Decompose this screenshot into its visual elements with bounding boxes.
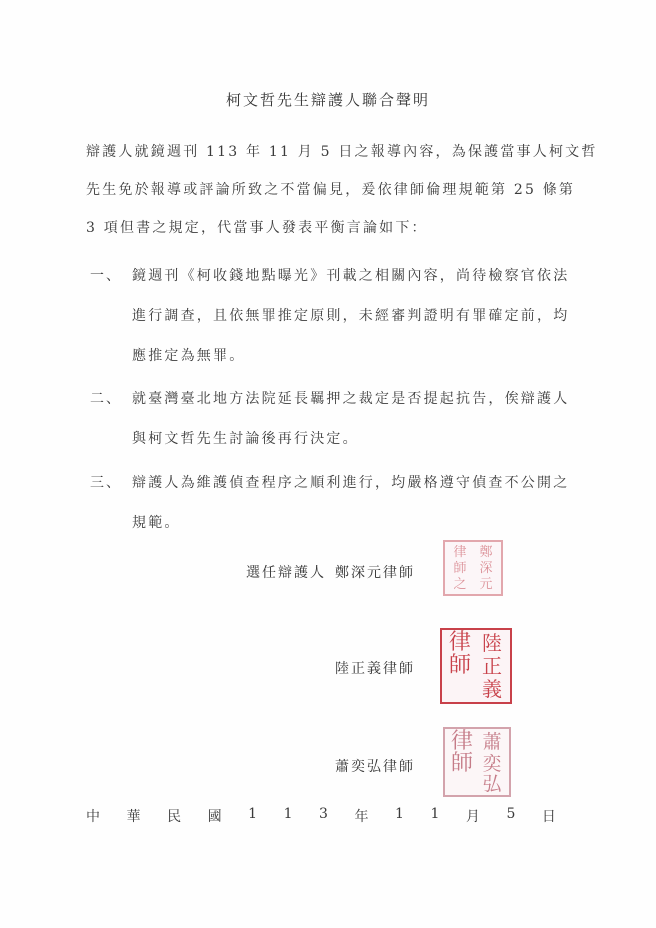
lawyer-name: 陸正義律師 bbox=[335, 661, 415, 677]
date-char: 3 bbox=[319, 806, 328, 822]
intro-line: 辯護人就鏡週刊 113 年 11 月 5 日之報導內容，為保護當事人柯文哲 bbox=[86, 144, 598, 160]
date-char: 月 bbox=[465, 809, 480, 825]
date-char: 中 bbox=[86, 809, 100, 825]
intro-line: 先生免於報導或評論所致之不當偏見，爰依律師倫理規範第 25 條第 bbox=[86, 182, 576, 198]
item-number: 一、 bbox=[90, 268, 122, 284]
date-char: 年 bbox=[354, 809, 369, 825]
date-char: 1 bbox=[283, 806, 293, 822]
item-line: 應推定為無罪。 bbox=[132, 348, 246, 364]
item-line: 鏡週刊《柯收錢地點曝光》刊載之相關內容，尚待檢察官依法 bbox=[132, 268, 570, 284]
date-char: 民 bbox=[167, 809, 182, 825]
item-number: 三、 bbox=[90, 475, 122, 491]
date-char: 國 bbox=[207, 809, 222, 825]
item-line: 辯護人為維護偵查程序之順利進行，均嚴格遵守偵查不公開之 bbox=[132, 475, 570, 491]
date-char: 1 bbox=[248, 806, 258, 822]
date-char: 日 bbox=[541, 809, 556, 825]
seal-stamp: 律 師 之 鄭 深 元 bbox=[443, 540, 503, 596]
document-title: 柯文哲先生辯護人聯合聲明 bbox=[225, 91, 430, 109]
date-char: 1 bbox=[430, 806, 440, 822]
date-char: 華 bbox=[126, 809, 141, 825]
seal-stamp: 律 師 蕭 奕 弘 bbox=[443, 727, 511, 797]
item-number: 二、 bbox=[90, 391, 122, 407]
intro-line: 3 項但書之規定，代當事人發表平衡言論如下： bbox=[86, 220, 428, 236]
item-line: 就臺灣臺北地方法院延長羈押之裁定是否提起抗告，俟辯護人 bbox=[132, 391, 570, 407]
lawyer-name: 蕭奕弘律師 bbox=[335, 759, 415, 775]
seal-stamp: 律 師 陸 正 義 bbox=[440, 628, 512, 704]
item-line: 與柯文哲先生討論後再行決定。 bbox=[132, 431, 359, 447]
lawyer-name: 鄭深元律師 bbox=[335, 565, 415, 581]
item-line: 規範。 bbox=[132, 515, 181, 531]
item-line: 進行調查，且依無罪推定原則，未經審判證明有罪確定前，均 bbox=[132, 308, 570, 324]
role-label: 選任辯護人 bbox=[246, 565, 326, 581]
date-char: 1 bbox=[395, 806, 404, 822]
date-char: 5 bbox=[506, 806, 516, 822]
document-date bbox=[86, 806, 556, 826]
